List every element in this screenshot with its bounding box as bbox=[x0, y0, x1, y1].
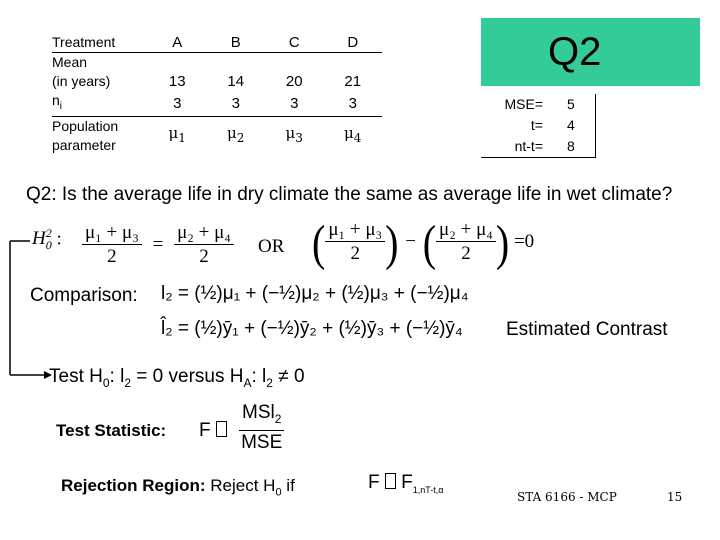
t-value: 4 bbox=[567, 117, 575, 133]
population-label-line1: Population bbox=[52, 117, 119, 134]
test-statistic-fraction: $\frac{MSl_2}{\text{MSE}}$ bbox=[239, 402, 284, 455]
ni-b: 3 bbox=[207, 91, 266, 116]
hypothesis-eq1: $\frac{\text{μ₁ + μ₃}}{2}$ = $\frac{\text{μ₂ + μ₄}}{2}$ bbox=[82, 222, 234, 269]
population-label-line2: parameter bbox=[52, 136, 116, 153]
ni-label: $n_i$ bbox=[52, 91, 148, 116]
df-value: 8 bbox=[567, 138, 575, 154]
treatment-label: Treatment bbox=[52, 33, 148, 53]
mu-4: $\mu_4$ bbox=[344, 123, 362, 145]
rejection-formula: F $F_{1,nT-t,\alpha}$ bbox=[368, 472, 444, 495]
header-c: C bbox=[265, 33, 324, 53]
header-d: D bbox=[324, 33, 383, 53]
f-symbol: F bbox=[199, 420, 227, 442]
page-number: 15 bbox=[667, 490, 683, 504]
mean-d: 21 bbox=[344, 73, 362, 90]
mean-b: 14 bbox=[227, 73, 245, 90]
mean-label-line1: Mean bbox=[52, 54, 88, 70]
ni-c: 3 bbox=[265, 91, 324, 116]
frac-left: $\frac{\text{μ₁ + μ₃}}{2}$ bbox=[82, 222, 142, 269]
header-b: B bbox=[207, 33, 266, 53]
ni-d: 3 bbox=[324, 91, 383, 116]
comparison-l2: l₂ = (½)μ₁ + (−½)μ₂ + (½)μ₃ + (−½)μ₄ bbox=[161, 283, 469, 304]
mu-2: $\mu_2$ bbox=[227, 123, 245, 145]
t-key: t= bbox=[530, 117, 543, 133]
question-text: Q2: Is the average life in dry climate the same as average life in wet climate? bbox=[26, 184, 673, 205]
test-statistic-label: Test Statistic: bbox=[56, 421, 167, 440]
estimated-contrast: Estimated Contrast bbox=[506, 319, 668, 340]
frac-left-2: $\frac{\text{μ₁ + μ₃}}{2}$ bbox=[325, 219, 385, 266]
header-a: A bbox=[148, 33, 207, 53]
comparison-label: Comparison: bbox=[30, 285, 138, 306]
or-text: OR bbox=[258, 236, 285, 257]
mean-label-line2: (in years) bbox=[52, 73, 111, 89]
hypothesis-eq2: ( $\frac{\text{μ₁ + μ₃}}{2}$ ) − ( $\frac{\text{μ₂ + μ₄}}{2}$ ) =0 bbox=[312, 213, 535, 270]
course-footer: STA 6166 - MCP bbox=[517, 490, 617, 504]
mse-key: MSE= bbox=[504, 96, 543, 112]
df-key: nt-t= bbox=[514, 138, 543, 154]
frac-right-2: $\frac{\text{μ₂ + μ₄}}{2}$ bbox=[436, 219, 496, 266]
mu-1: $\mu_1$ bbox=[168, 123, 186, 145]
comparison-l2hat: l̂₂ = (½)ȳ₁ + (−½)ȳ₂ + (½)ȳ₃ + (−½)ȳ₄ bbox=[161, 318, 463, 339]
q2-label: Q2 bbox=[548, 30, 602, 74]
ni-a: 3 bbox=[148, 91, 207, 116]
test-hypothesis: Test $H_0$: $l_2 = 0$ versus $H_A$: $l_2 \ne 0$ bbox=[49, 366, 305, 390]
h0-colon: : bbox=[56, 228, 62, 250]
mean-a: 13 bbox=[168, 73, 186, 90]
mse-value: 5 bbox=[567, 96, 575, 112]
rejection-region: Rejection Region: Reject $H_0$ if bbox=[61, 476, 295, 499]
mu-3: $\mu_3$ bbox=[285, 123, 303, 145]
mean-c: 20 bbox=[285, 73, 303, 90]
frac-right: $\frac{\text{μ₂ + μ₄}}{2}$ bbox=[174, 222, 234, 269]
h0-symbol: $H_0^2$ bbox=[32, 226, 52, 253]
